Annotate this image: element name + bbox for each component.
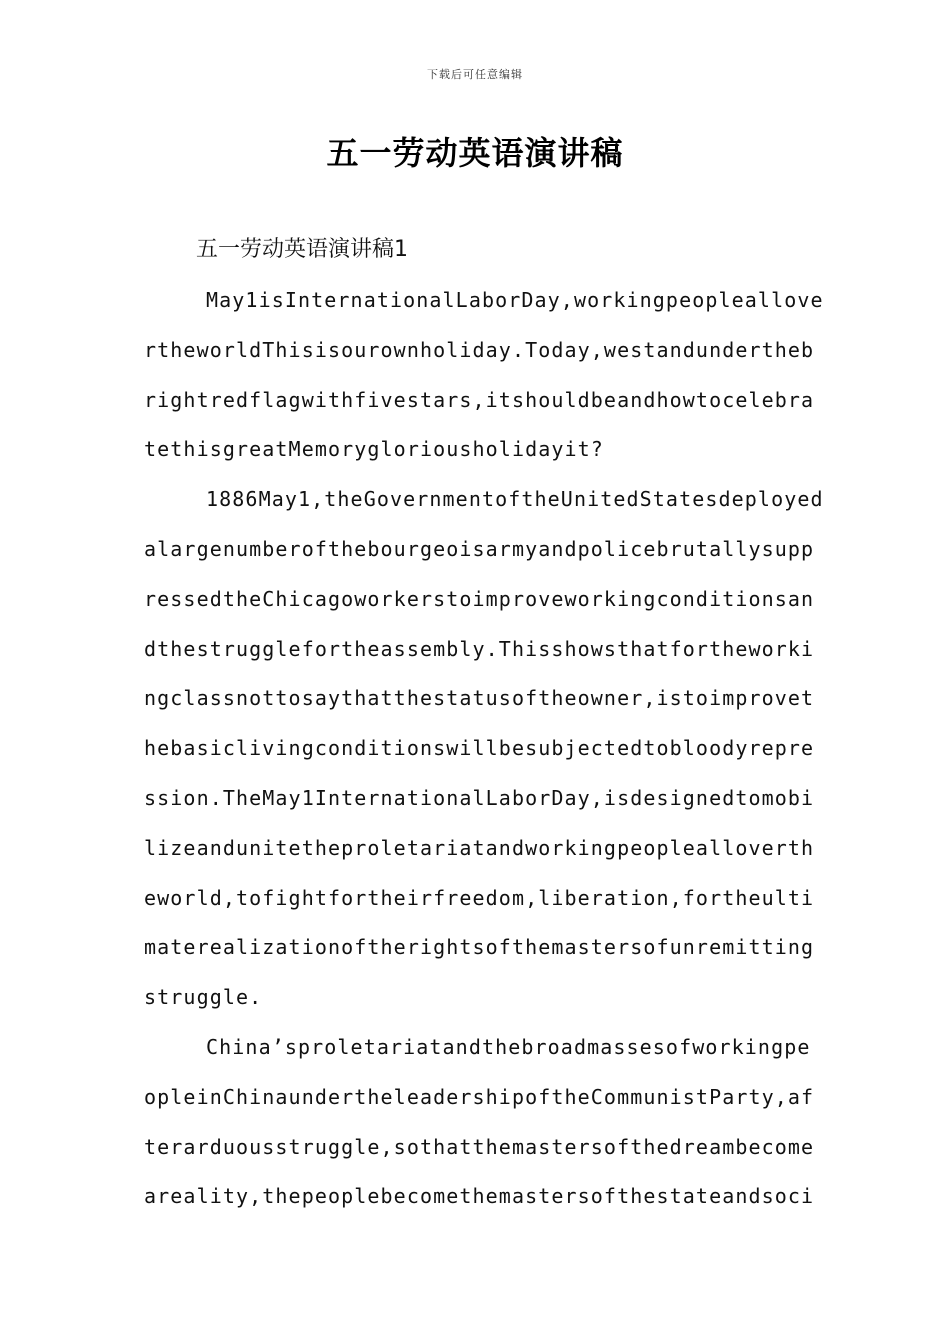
paragraph-line: rtheworldThisisourownholiday.Today,westandundertheb <box>144 337 815 362</box>
paragraph-line: lizeandunitetheproletariatandworkingpeoplealloverth <box>144 835 815 860</box>
paragraph-line: ssion.TheMay1InternationalLaborDay,isdesignedtomobi <box>144 785 815 810</box>
paragraph-line: tethisgreatMemorygloriousholidayit? <box>144 437 604 462</box>
paragraph-line: May1isInternationalLaborDay,workingpeopleallove <box>206 288 824 312</box>
speech-body <box>144 282 824 1228</box>
paragraph-line: struggle. <box>144 985 263 1010</box>
paragraph-line: ngclassnottosaythatthestatusoftheowner,istoimprovet <box>144 686 815 711</box>
paragraph-line: materealizationoftherightsofthemastersofunremitting <box>144 935 815 960</box>
paragraph-line: dthestrugglefortheassembly.Thisshowsthatfortheworki <box>144 636 815 661</box>
paragraph-line: areality,thepeoplebecomethemastersofthestateandsoci <box>144 1184 815 1209</box>
paragraph-line: alargenumberofthebourgeoisarmyandpolicebrutallysupp <box>144 536 815 561</box>
paragraph-line: 1886May1,theGovernmentoftheUnitedStatesdeployed <box>206 487 824 512</box>
document-title: 五一劳动英语演讲稿 <box>326 134 624 172</box>
header-note: 下载后可任意编辑 <box>427 68 523 81</box>
paragraph-line: eworld,tofightfortheirfreedom,liberation,fortheulti <box>144 885 815 910</box>
paragraph-line: hebasiclivingconditionswillbesubjectedtobloodyrepre <box>144 736 815 761</box>
section-heading: 五一劳动英语演讲稿1 <box>196 237 408 262</box>
paragraph-line: China’sproletariatandthebroadmassesofworkingpe <box>206 1034 811 1059</box>
paragraph-line: ressedtheChicagoworkerstoimproveworkingconditionsan <box>144 586 815 611</box>
paragraph-line: terarduousstruggle,sothatthemastersofthedreambecome <box>144 1134 815 1159</box>
paragraph-line: rightredflagwithfivestars,itshouldbeandhowtocelebra <box>144 387 815 412</box>
paragraph-line: opleinChinaundertheleadershipoftheCommunistParty,af <box>144 1084 815 1109</box>
